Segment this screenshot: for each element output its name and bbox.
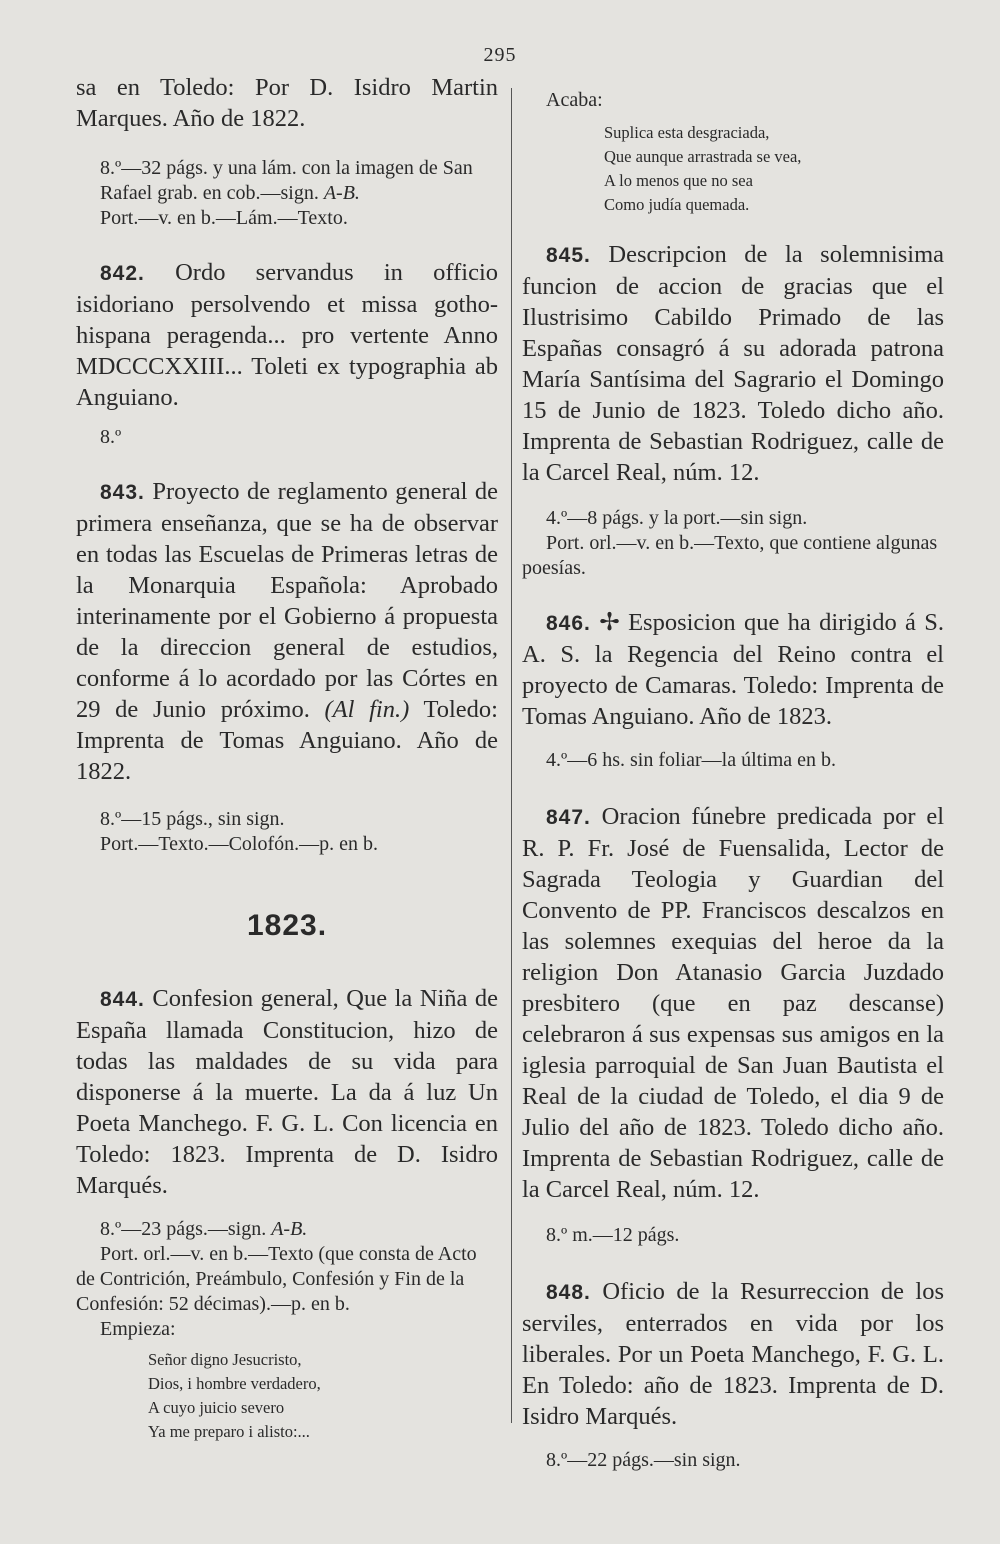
- entry-844-desc: [76, 1217, 498, 1242]
- page-number: 295: [483, 44, 517, 66]
- entry-847-desc: 8.º m.—12 págs.: [546, 1224, 680, 1246]
- entry-text: Descripcion de la solemnisima funcion de accion de gracias que el Ilustrisimo Cabildo Primado de las Españas consagró á su adorada patrona María Santísima del Sagrario el Domingo 15 de Junio de 1823. Toledo dicho año. Imprenta de Sebastian Rodriguez, calle de la Carcel Real, núm. 12.: [522, 241, 945, 486]
- verse-block: [76, 1348, 498, 1444]
- entry-844: [76, 983, 498, 1201]
- column-divider: [511, 88, 512, 1423]
- entry-number: 848.: [546, 1281, 591, 1304]
- desc-text: 8.º—32 págs. y una lám. con la imagen de San Rafael grab. en cob.—sign.: [100, 157, 473, 204]
- verse-line: A lo menos que no sea: [604, 171, 753, 190]
- entry-843-desc-2: Port.—Texto.—Colofón.—p. en b.: [100, 833, 379, 855]
- cross-icon: ✢: [599, 609, 620, 636]
- entry-number: 845.: [546, 244, 591, 267]
- entry-number: 846.: [546, 612, 591, 635]
- desc-text: 8.º—23 págs.—sign.: [100, 1218, 272, 1240]
- entry-846: [522, 607, 944, 732]
- verse-line: A cuyo juicio severo: [148, 1398, 285, 1417]
- verse-line: Que aunque arrastrada se vea,: [604, 147, 802, 166]
- year-heading: 1823.: [246, 909, 328, 942]
- verse-line: Señor digno Jesucristo,: [148, 1350, 302, 1369]
- entry-841-continuation: sa en Toledo: Por D. Isidro Martin Marques. Año de 1822.: [76, 74, 498, 132]
- verse-line: Dios, i hombre verdadero,: [148, 1374, 321, 1393]
- desc-signature: A-B.: [323, 182, 360, 204]
- entry-text: Ordo servandus in officio isidoriano persolvendo et missa gotho-hispana peragenda... pro vertente Anno MDCCCXXIII... Toleti ex typographia ab Anguiano.: [76, 259, 498, 411]
- entry-845-desc: 4.º—8 págs. y la port.—sin sign.: [546, 507, 808, 529]
- entry-text: Oficio de la Resurreccion de los serviles, enterrados en vida por los liberales. Por un Poeta Manchego, F. G. L. En Toledo: año de 1823. Imprenta de D. Isidro Marqués.: [522, 1278, 945, 1430]
- entry-848: [522, 1276, 944, 1432]
- verse-line: Suplica esta desgraciada,: [604, 123, 770, 142]
- entry-845: [522, 239, 944, 488]
- entry-841-desc-2: Port.—v. en b.—Lám.—Texto.: [100, 207, 348, 229]
- right-column: [522, 72, 944, 1473]
- entry-text-italic: (Al fin.): [324, 696, 410, 723]
- acaba-label: Acaba:: [546, 89, 603, 111]
- entry-text: Proyecto de reglamento general de primera enseñanza, que se ha de observar en todas las Escuelas de Primeras letras de la Monarquia Española: Aprobado interinamente por el Gobierno á propuesta de la direccion general de estudios, conforme á lo acordado por las Córtes en 29 de Junio próximo.: [76, 478, 498, 723]
- entry-number: 844.: [100, 988, 145, 1011]
- entry-843-desc: 8.º—15 págs., sin sign.: [100, 808, 285, 830]
- entry-number: 843.: [100, 481, 145, 504]
- entry-842-desc: 8.º: [100, 426, 122, 448]
- entry-841-desc: [76, 156, 498, 206]
- entry-text-2: Toledo: Imprenta de Tomas Anguiano. Año de 1822.: [76, 696, 498, 785]
- entry-844-desc-2: Port. orl.—v. en b.—Texto (que consta de Acto de Contrición, Preámbulo, Confesión y Fin de la Confesión: 52 décimas).—p. en b.: [76, 1243, 477, 1315]
- entry-842: [76, 257, 498, 413]
- entry-text: Confesion general, Que la Niña de España llamada Constitucion, hizo de todas las maldades de su vida para disponerse á la muerte. La da á luz Un Poeta Manchego. F. G. L. Con licencia en Toledo: 1823. Imprenta de D. Isidro Marqués.: [76, 985, 498, 1199]
- entry-846-desc: 4.º—6 hs. sin foliar—la última en b.: [546, 749, 837, 771]
- verse-line: Como judía quemada.: [604, 195, 750, 214]
- entry-text: Esposicion que ha dirigido á S. A. S. la Regencia del Reino contra el proyecto de Camaras. Toledo: Imprenta de Tomas Anguiano. Año de 1823.: [522, 609, 945, 730]
- entry-848-desc: 8.º—22 págs.—sin sign.: [546, 1449, 741, 1471]
- entry-843: [76, 476, 498, 787]
- entry-845-desc-2: Port. orl.—v. en b.—Texto, que contiene algunas poesías.: [522, 532, 938, 579]
- verse-block: [522, 121, 944, 217]
- desc-signature: A-B.: [271, 1218, 308, 1240]
- entry-number: 847.: [546, 806, 591, 829]
- verse-line: Ya me preparo i alisto:...: [148, 1422, 310, 1441]
- entry-number: 842.: [100, 262, 145, 285]
- entry-847: [522, 801, 944, 1205]
- entry-text: Oracion fúnebre predicada por el R. P. Fr. José de Fuensalida, Lector de Sagrada Teologia y Guardian del Convento de PP. Franciscos descalzos en las solemnes exequias del heroe da la religion Don Atanasio Garcia Juzdado presbitero (que en paz descanse) celebraron á sus expensas sus amigos en la iglesia parroquial de San Juan Bautista el Real de la ciudad de Toledo, el dia 9 de Julio del año de 1823. Toledo dicho año. Imprenta de Sebastian Rodriguez, calle de la Carcel Real, núm. 12.: [522, 803, 945, 1203]
- left-column: [76, 72, 498, 1444]
- entry-844-desc-3: Empieza:: [100, 1318, 176, 1340]
